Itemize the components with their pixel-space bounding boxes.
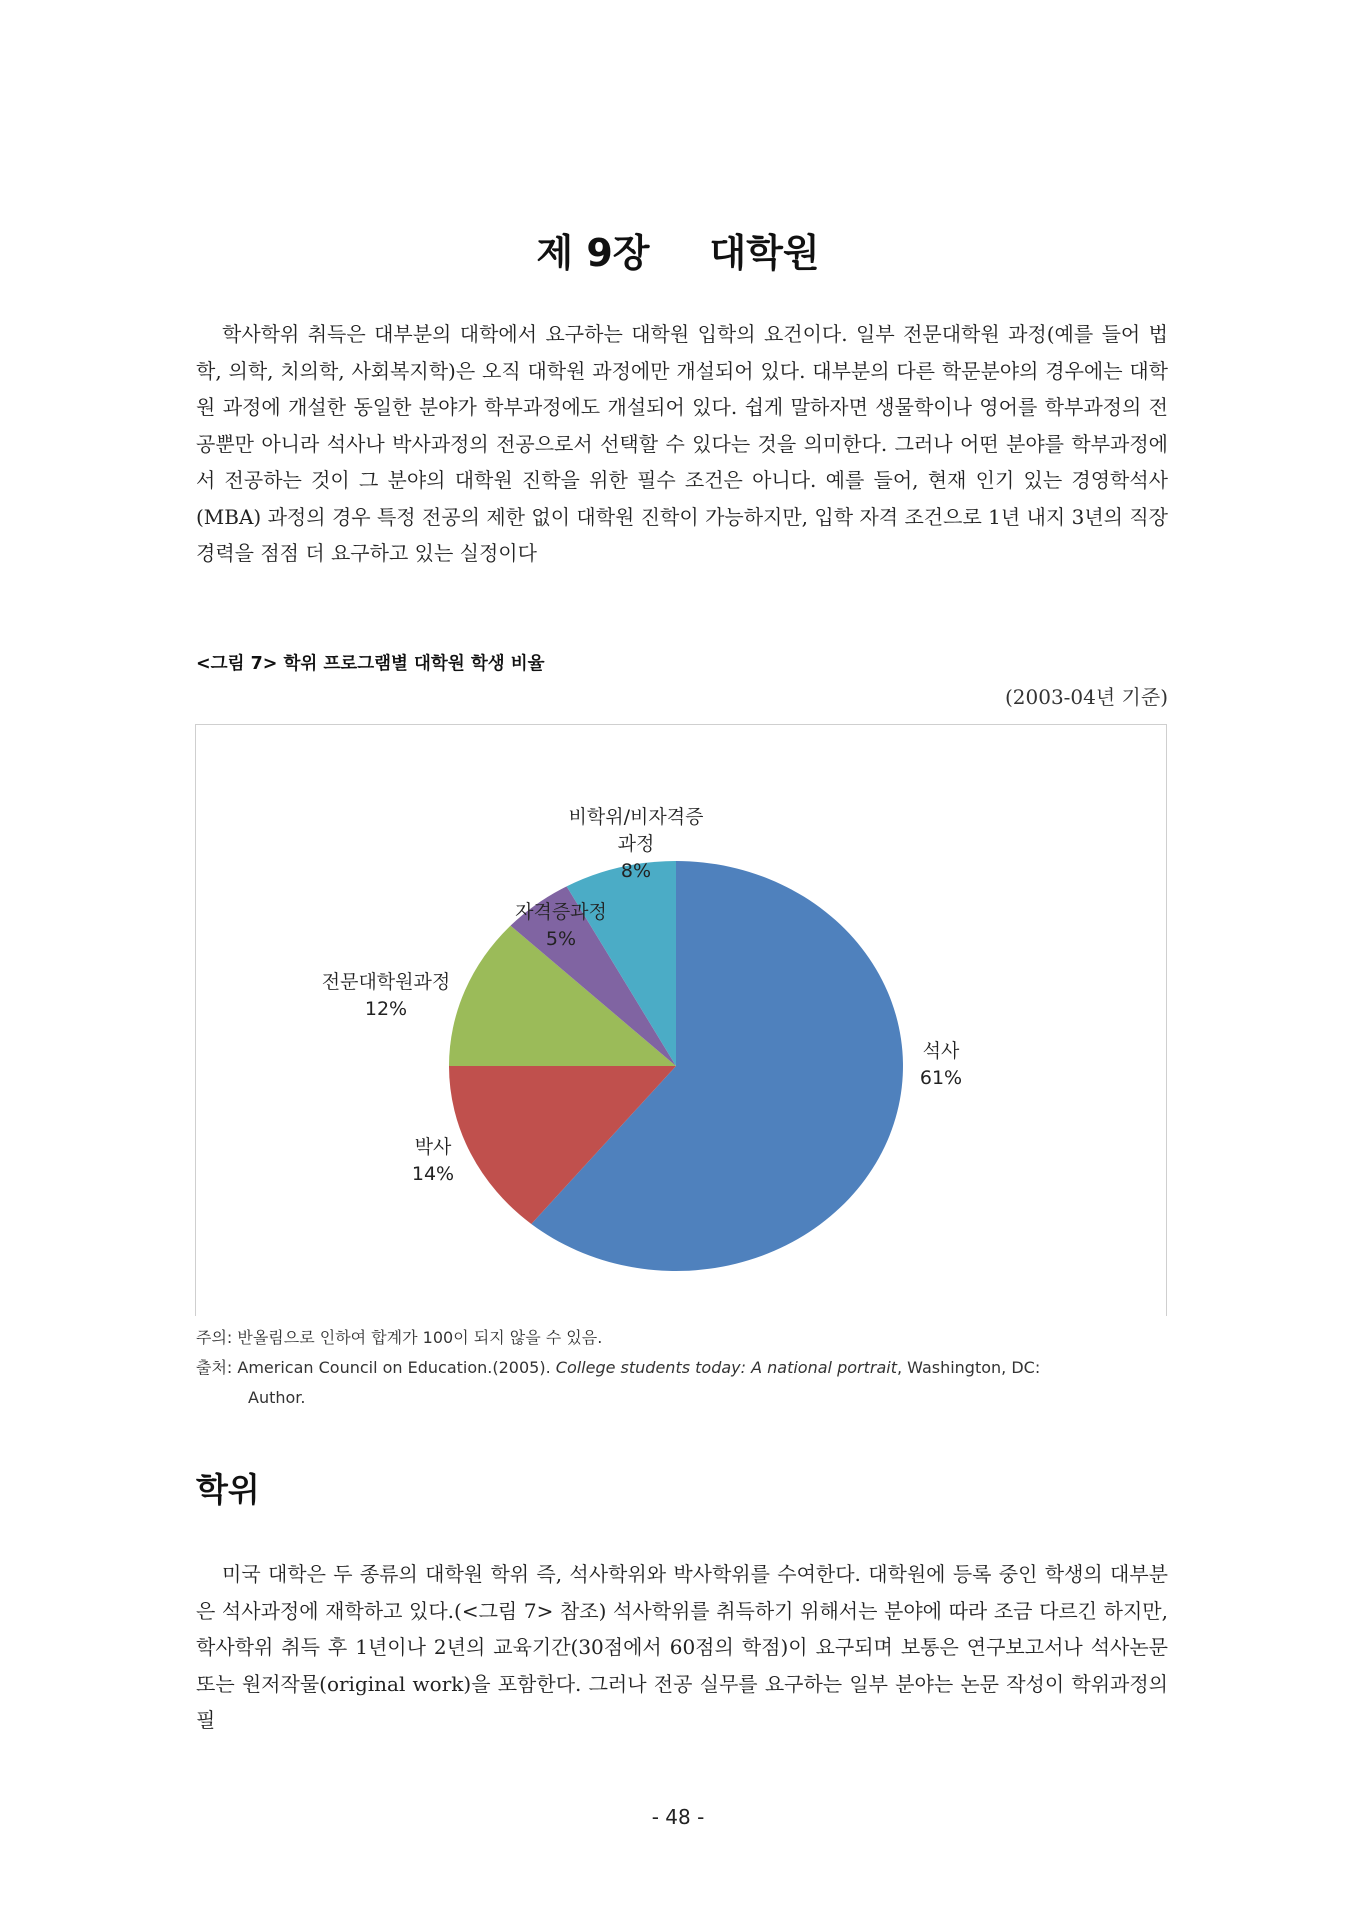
chapter-title	[0, 222, 1356, 277]
pie-value-label-2: 14%	[411, 1163, 455, 1185]
chart-note: 주의: 반올림으로 인하여 합계가 100이 되지 않을 수 있음.	[196, 1328, 603, 1347]
pie-category-label-1: 석사	[922, 1040, 960, 1062]
source-line2: Author.	[248, 1388, 306, 1407]
pie-chart	[196, 725, 1168, 1317]
source-suffix: , Washington, DC:	[896, 1358, 1041, 1377]
degree-paragraph: 미국 대학은 두 종류의 대학원 학위 즉, 석사학위와 박사학위를 수여한다. 대학원에 등록 중인 학생의 대부분은 석사과정에 재학하고 있다.(<그림 7> 참조) 석사학위를 취득하기 위해서는 분야에 따라 조금 다르긴 하지만, 학사학위 취득 후 1년이나 2년의 교육기간(30점에서 60점의 학점)이 요구되며 보통은 연구보고서나 석사논문 또는 원저작물(original work)을 포함한다. 그러나 전공 실무를 요구하는 일부 분야는 논문 작성이 학위과정의 필	[196, 1562, 1168, 1732]
pie-value-label-5: 8%	[620, 860, 652, 882]
chart-source	[196, 1353, 1168, 1413]
pie-category-label-4: 자격증과정	[515, 901, 607, 923]
section-heading: 학위	[196, 1470, 260, 1509]
figure-caption: <그림 7> 학위 프로그램별 대학원 학생 비율	[196, 654, 545, 674]
pie-category-label-5: 과정	[617, 833, 655, 855]
chapter-name: 대학원	[709, 231, 820, 275]
page-number: - 48 -	[651, 1805, 705, 1829]
pie-value-label-4: 5%	[545, 928, 577, 950]
figure-basis-year: (2003-04년 기준)	[1004, 685, 1168, 709]
pie-chart-frame	[195, 724, 1167, 1316]
intro-paragraph: 학사학위 취득은 대부분의 대학에서 요구하는 대학원 입학의 요건이다. 일부 전문대학원 과정(예를 들어 법학, 의학, 치의학, 사회복지학)은 오직 대학원 과정에만 개설되어 있다. 대부분의 다른 학문분야의 경우에는 대학원 과정에 개설한 동일한 분야가 학부과정에도 개설되어 있다. 쉽게 말하자면 생물학이나 영어를 학부과정의 전공뿐만 아니라 석사나 박사과정의 전공으로서 선택할 수 있다는 것을 의미한다. 그러나 어떤 분야를 학부과정에서 전공하는 것이 그 분야의 대학원 진학을 위한 필수 조건은 아니다. 예를 들어, 현재 인기 있는 경영학석사(MBA) 과정의 경우 특정 전공의 제한 없이 대학원 진학이 가능하지만, 입학 자격 조건으로 1년 내지 3년의 직장경력을 점점 더 요구하고 있는 실정이다	[196, 322, 1168, 565]
chapter-number: 제 9장	[536, 231, 650, 275]
pie-category-label-5: 비학위/비자격증	[568, 806, 704, 828]
source-title: College students today: A national portrait	[555, 1358, 897, 1377]
pie-value-label-3: 12%	[364, 998, 408, 1020]
pie-value-label-1: 61%	[919, 1067, 963, 1089]
pie-category-label-3: 전문대학원과정	[321, 971, 451, 993]
pie-category-label-2: 박사	[414, 1136, 452, 1158]
source-prefix: 출처: American Council on Education.(2005).	[196, 1358, 556, 1377]
